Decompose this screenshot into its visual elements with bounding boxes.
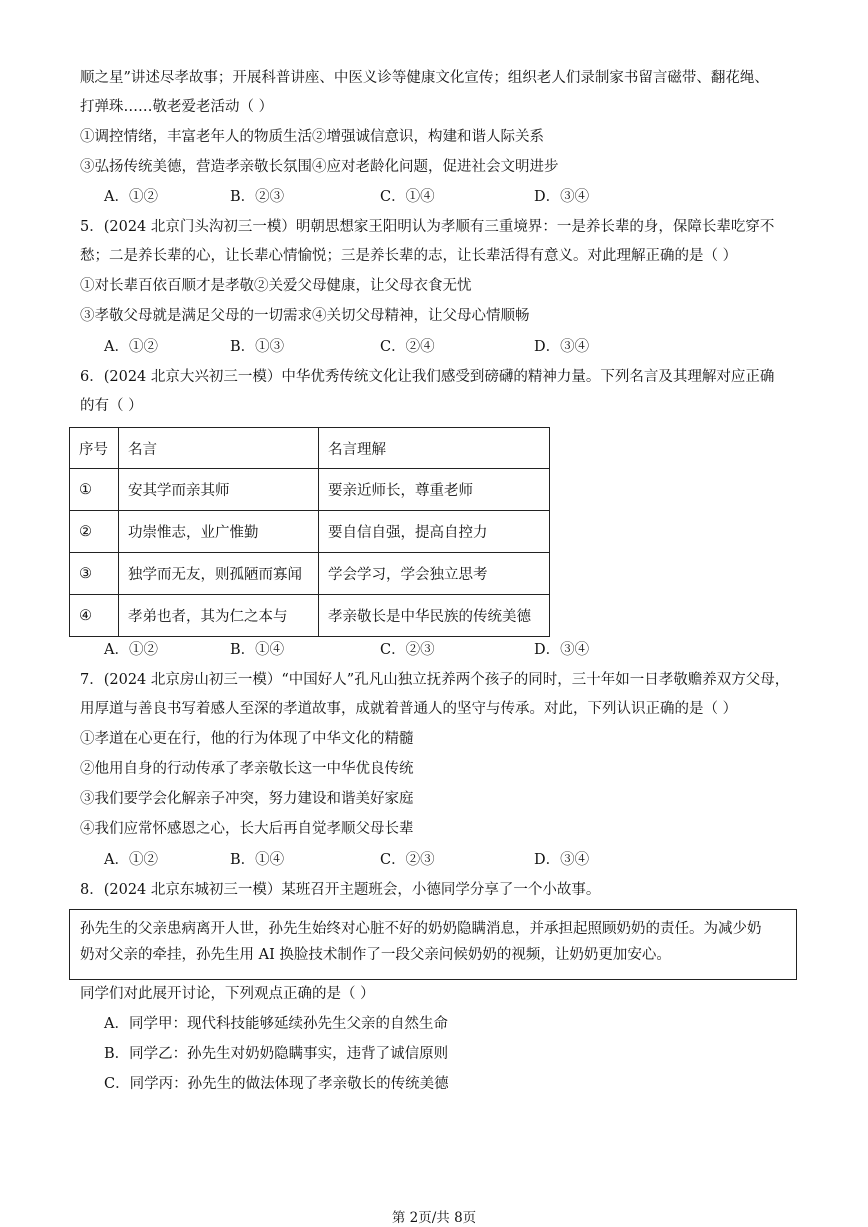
q6-option-b: B．①④: [230, 642, 285, 658]
q4-statement-3-4: ③弘扬传统美德，营造孝亲敬长氛围④应对老龄化问题，促进社会文明进步: [80, 159, 559, 175]
table-cell-quote: 安其学而亲其师: [119, 469, 319, 511]
q4-text-line1: 顺之星”讲述尽孝故事；开展科普讲座、中医义诊等健康文化宣传；组织老人们录制家书留言磁带、翻花绳、: [80, 70, 769, 86]
q6-text-line1: 6．(2024 北京大兴初三一模）中华优秀传统文化让我们感受到磅礴的精神力量。下列名言及其理解对应正确: [80, 369, 775, 385]
table-cell-meaning: 要自信自强，提高自控力: [319, 511, 550, 553]
table-cell-meaning: 要亲近师长，尊重老师: [319, 469, 550, 511]
q6-option-d: D．③④: [534, 642, 590, 658]
q7-statement-3: ③我们要学会化解亲子冲突，努力建设和谐美好家庭: [80, 791, 414, 807]
q4-option-d: D．③④: [534, 189, 590, 205]
q7-option-d: D．③④: [534, 852, 590, 868]
q7-statement-4: ④我们应常怀感恩之心，长大后再自觉孝顺父母长辈: [80, 821, 414, 837]
q4-option-b: B．②③: [230, 189, 285, 205]
table-row: [70, 553, 550, 595]
q5-option-c: C．②④: [380, 339, 435, 355]
table-cell-index: ②: [70, 511, 119, 553]
q5-options: [104, 337, 624, 357]
q7-option-c: C．②③: [380, 852, 435, 868]
q7-options: [104, 850, 624, 870]
q5-statement-3-4: ③孝敬父母就是满足父母的一切需求④关切父母精神，让父母心情顺畅: [80, 308, 530, 324]
q7-text-line1: 7．(2024 北京房山初三一模）“中国好人”孔凡山独立抚养两个孩子的同时，三十年如一日孝敬赡养双方父母，: [80, 672, 790, 688]
q5-text-line2: 愁；二是养长辈的心，让长辈心情愉悦；三是养长辈的志，让长辈活得有意义。对此理解正确的是（ ）: [80, 248, 738, 264]
story-line-2: 奶对父亲的牵挂，孙先生用 AI 换脸技术制作了一段父亲问候奶奶的视频，让奶奶更加安心。: [80, 947, 671, 963]
table-cell-quote: 独学而无友，则孤陋而寡闻: [119, 553, 319, 595]
q8-choice-c: C．同学丙：孙先生的做法体现了孝亲敬长的传统美德: [104, 1076, 449, 1092]
q6-text-line2: 的有（ ）: [80, 398, 143, 414]
table-cell-index: ①: [70, 469, 119, 511]
table-header-quote: 名言: [119, 428, 319, 469]
table-header-meaning: 名言理解: [319, 428, 550, 469]
story-line-1: 孙先生的父亲患病离开人世，孙先生始终对心脏不好的奶奶隐瞒消息，并承担起照顾奶奶的责任。为减少奶: [80, 921, 762, 937]
q7-statement-1: ①孝道在心更在行，他的行为体现了中华文化的精髓: [80, 731, 414, 747]
q6-options: [104, 640, 624, 660]
q5-statement-1-2: ①对长辈百依百顺才是孝敬②关爱父母健康，让父母衣食无忧: [80, 278, 472, 294]
q8-choice-b: B．同学乙：孙先生对奶奶隐瞒事实，违背了诚信原则: [104, 1046, 449, 1062]
q8-prompt: 同学们对此展开讨论，下列观点正确的是（ ）: [80, 986, 375, 1002]
table-row: [70, 595, 550, 637]
table-row: [70, 511, 550, 553]
table-cell-index: ③: [70, 553, 119, 595]
q4-text-line2: 打弹珠……敬老爱老活动（ ）: [80, 99, 274, 115]
quotes-table: [69, 427, 550, 637]
q5-option-a: A．①②: [104, 339, 158, 355]
q6-option-c: C．②③: [380, 642, 435, 658]
q4-option-a: A．①②: [104, 189, 158, 205]
table-header-row: [70, 428, 550, 469]
table-cell-quote: 孝弟也者，其为仁之本与: [119, 595, 319, 637]
q5-text-line1: 5．(2024 北京门头沟初三一模）明朝思想家王阳明认为孝顺有三重境界：一是养长辈的身，保障长辈吃穿不: [80, 219, 775, 235]
q7-text-line2: 用厚道与善良书写着感人至深的孝道故事，成就着普通人的坚守与传承。对此，下列认识正确的是（ ）: [80, 701, 738, 717]
table-header-index: 序号: [70, 428, 119, 469]
q7-option-a: A．①②: [104, 852, 158, 868]
story-box: [69, 909, 797, 980]
q4-options: [104, 187, 624, 207]
table-cell-quote: 功崇惟志，业广惟勤: [119, 511, 319, 553]
q5-option-b: B．①③: [230, 339, 285, 355]
q7-option-b: B．①④: [230, 852, 285, 868]
q7-statement-2: ②他用自身的行动传承了孝亲敬长这一中华优良传统: [80, 761, 414, 777]
q5-option-d: D．③④: [534, 339, 590, 355]
table-cell-meaning: 学会学习，学会独立思考: [319, 553, 550, 595]
q8-text-line1: 8．(2024 北京东城初三一模）某班召开主题班会，小德同学分享了一个小故事。: [80, 882, 601, 898]
page-footer: 第 2页/共 8页: [391, 1210, 477, 1226]
q4-statement-1-2: ①调控情绪，丰富老年人的物质生活②增强诚信意识，构建和谐人际关系: [80, 129, 544, 145]
table-cell-index: ④: [70, 595, 119, 637]
q6-option-a: A．①②: [104, 642, 158, 658]
table-row: [70, 469, 550, 511]
table-cell-meaning: 孝亲敬长是中华民族的传统美德: [319, 595, 550, 637]
q4-option-c: C．①④: [380, 189, 435, 205]
q8-choice-a: A．同学甲：现代科技能够延续孙先生父亲的自然生命: [104, 1016, 448, 1032]
